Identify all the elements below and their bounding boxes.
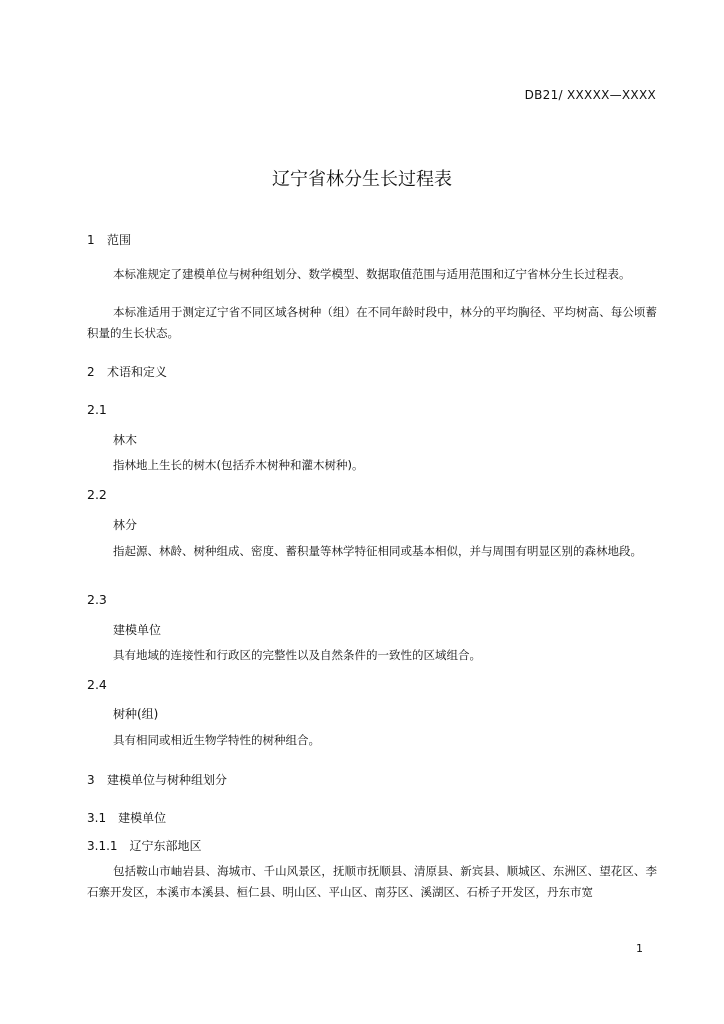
subsection-title: 辽宁东部地区 bbox=[129, 839, 202, 853]
paragraph: 包括鞍山市岫岩县、海城市、千山风景区，抚顺市抚顺县、清原县、新宾县、顺城区、东洲区、望花区、李石寨开发区，本溪市本溪县、桓仁县、明山区、平山区、南芬区、溪湖区、石桥子开发区，丹东市宽 bbox=[87, 864, 657, 899]
section-3-heading bbox=[87, 771, 227, 788]
section-2-heading bbox=[87, 363, 167, 380]
subsection-3-1-heading bbox=[87, 809, 166, 826]
term-definition: 指起源、林龄、树种组成、密度、蓄积量等林学特征相同或基本相似，并与周围有明显区别的森林地段。 bbox=[113, 544, 642, 558]
section-title: 术语和定义 bbox=[107, 365, 168, 379]
document-title: 辽宁省林分生长过程表 bbox=[272, 169, 452, 190]
term-definition: 具有相同或相近生物学特性的树种组合。 bbox=[113, 733, 320, 747]
section-title: 范围 bbox=[107, 233, 132, 247]
term-name: 建模单位 bbox=[113, 623, 162, 637]
term-number: 2.1 bbox=[87, 402, 107, 417]
term-name: 林分 bbox=[113, 518, 138, 532]
subsection-3-1-1-heading bbox=[87, 837, 202, 854]
subsection-number: 3.1 bbox=[87, 811, 107, 825]
term-number: 2.3 bbox=[87, 592, 107, 607]
section-number: 1 bbox=[87, 233, 95, 247]
subsection-title: 建模单位 bbox=[118, 811, 167, 825]
paragraph: 本标准规定了建模单位与树种组划分、数学模型、数据取值范围与适用范围和辽宁省林分生长过程表。 bbox=[113, 267, 631, 281]
term-name: 树种(组) bbox=[113, 707, 159, 721]
term-definition: 具有地域的连接性和行政区的完整性以及自然条件的一致性的区域组合。 bbox=[113, 648, 481, 662]
section-number: 3 bbox=[87, 773, 95, 787]
term-number: 2.2 bbox=[87, 487, 107, 502]
subsection-number: 3.1.1 bbox=[87, 839, 118, 853]
document-code: DB21/ XXXXX—XXXX bbox=[524, 88, 656, 102]
paragraph: 本标准适用于测定辽宁省不同区域各树种（组）在不同年龄时段中，林分的平均胸径、平均树高、每公顷蓄积量的生长状态。 bbox=[87, 305, 657, 340]
term-number: 2.4 bbox=[87, 677, 107, 692]
term-name: 林木 bbox=[113, 433, 138, 447]
section-1-heading bbox=[87, 231, 131, 248]
page-number: 1 bbox=[636, 942, 643, 955]
section-title: 建模单位与树种组划分 bbox=[107, 773, 228, 787]
section-number: 2 bbox=[87, 365, 95, 379]
term-definition: 指林地上生长的树木(包括乔木树种和灌木树种)。 bbox=[113, 458, 364, 472]
